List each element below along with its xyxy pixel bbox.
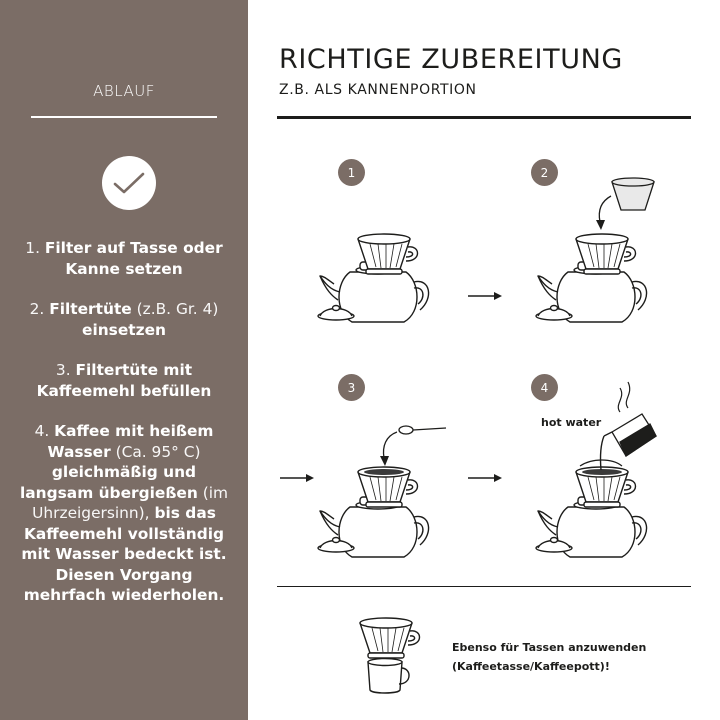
note-text (452, 638, 692, 676)
step-text: Filtertüte (49, 300, 132, 318)
step-1-illustration (318, 234, 429, 322)
scoop-icon (399, 426, 446, 434)
step-2-illustration (536, 178, 654, 322)
sidebar-title: ABLAUF (93, 82, 155, 100)
step-note: (Ca. 95° C) (110, 442, 201, 461)
arrow-icon (280, 474, 314, 482)
step-3-illustration (318, 426, 446, 557)
arrow-icon (468, 474, 502, 482)
step-text: Filter auf Tasse oder Kanne setzen (44, 239, 223, 278)
step-number: 2. (29, 300, 45, 318)
step-text: bis das Kaffeemehl vollständig mit Wasser bedeckt ist. Diesen Vorgang mehrfach wiederholen. (21, 504, 227, 604)
arrow-icon (468, 292, 502, 300)
page-title: RICHTIGE ZUBEREITUNG (279, 44, 623, 75)
mug-illustration (360, 618, 420, 693)
note-line: (Kaffeetasse/Kaffeepott)! (452, 660, 610, 673)
step-badge-4: 4 (531, 374, 558, 401)
step-badge-2: 2 (531, 159, 558, 186)
section-divider (277, 586, 691, 587)
step-text: einsetzen (82, 320, 166, 339)
note-line: Ebenso für Tassen anzuwenden (452, 641, 647, 654)
filter-icon (360, 618, 420, 658)
step-note: (z.B. Gr. 4) (131, 300, 219, 318)
step-badge-1: 1 (338, 159, 365, 186)
paper-filter-icon (612, 178, 654, 210)
arrow-icon (384, 432, 397, 458)
step-4-illustration (536, 382, 656, 557)
water-stream (600, 436, 604, 470)
step-number: 3. (55, 361, 71, 379)
step-text: gleichmäßig und langsam übergießen (20, 463, 198, 502)
step-note: (im Uhrzeigersinn), (32, 483, 228, 522)
step-number: 1. (25, 239, 40, 257)
step-text: Kaffee mit heißem Wasser (47, 422, 214, 461)
step-text: Filtertüte mit Kaffeemehl befüllen (36, 361, 212, 400)
steam-icon (618, 382, 629, 412)
arrow-icon (599, 196, 611, 222)
step-badge-3: 3 (338, 374, 365, 401)
step-number: 4. (34, 422, 50, 440)
hot-water-label: hot water (541, 416, 602, 429)
page-subtitle: Z.B. ALS KANNENPORTION (279, 82, 477, 98)
kettle-icon (604, 414, 656, 456)
mug-icon (368, 659, 409, 694)
